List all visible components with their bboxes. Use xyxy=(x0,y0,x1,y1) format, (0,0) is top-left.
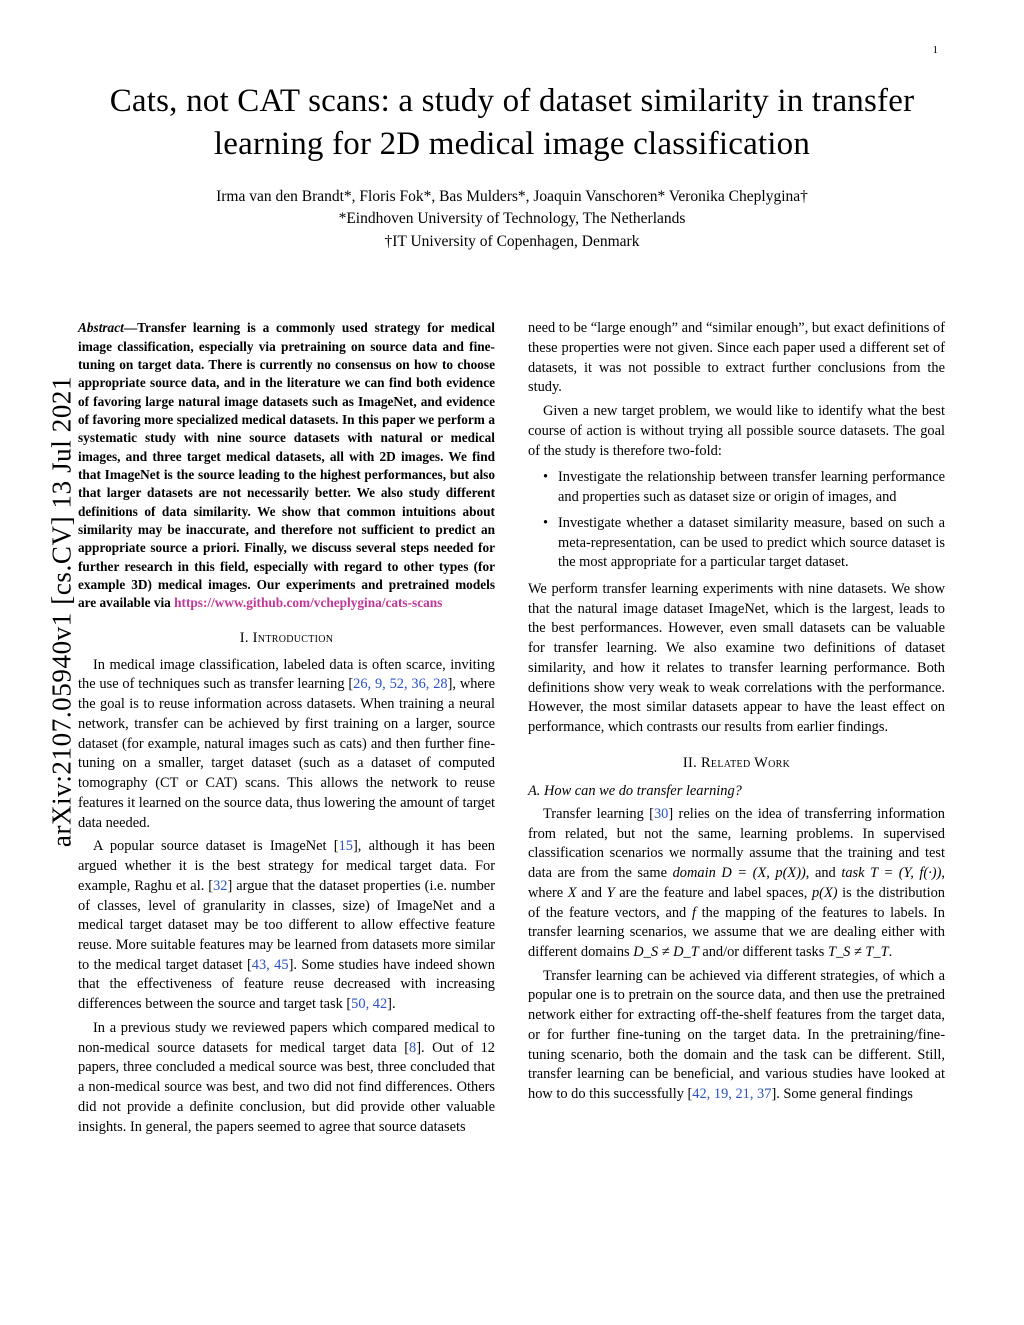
rw-p2-a: Transfer learning can be achieved via different strategies, of which a popular one is to pretrain on the source data, and then use the pretrained network either for extracting off-the-shelf features from the target data, or for further fine-tuning on the target data. In the pretraining/fine-tuning scenario, both the domain and the task can be different. Still, transfer learning can be beneficial, and various studies have looked at how to do this successfully [ xyxy=(528,967,945,1103)
italic-task: task xyxy=(841,865,865,882)
abstract-dash: — xyxy=(123,320,138,336)
intro-p2-b: ], although it has been argued whether it is the best strategy for medical target data. For example, Raghu et al. [ xyxy=(78,838,495,894)
abstract xyxy=(78,319,495,613)
intro-p2-a: A popular source dataset is ImageNet [ xyxy=(93,838,339,855)
section-heading-related-work: II. Related Work xyxy=(682,754,791,771)
math-x: X xyxy=(567,884,577,901)
right-paragraph-3: We perform transfer learning experiments with nine datasets. We show that the natural image dataset ImageNet, which is the largest, leads to the best performances. However, even small datasets can be valuable for transfer learning. We also examine two definitions of dataset similarity, and how it relates to transfer learning performance. Both definitions show very weak to weak correlations with the performance. However, the most similar datasets appear to have the least effect on performance, which contrasts our results from earlier findings. xyxy=(528,581,945,736)
affiliation-2: †IT University of Copenhagen, Denmark xyxy=(384,232,640,250)
intro-p1-b: ], where the goal is to reuse information across datasets. When training a neural network, transfer can be achieved by first training on a larger, source dataset (for example, natural images such as cats) and then further fine-tuning on a smaller, target dataset (such as a dataset of computed tomography (CT or CAT) scans. This allows the network to reuse features it learned on the source data, thus lowering the amount of target data needed. xyxy=(78,676,495,831)
authors-text: Irma van den Brandt*, Floris Fok*, Bas Mulders*, Joaquin Vanschoren* Veronika Cheplygina† xyxy=(216,187,808,205)
math-domain-def: D = (X, p(X)) xyxy=(721,865,806,882)
rw-p1-f: and xyxy=(576,884,607,901)
intro-paragraph-2 xyxy=(78,837,495,1015)
goals-list xyxy=(528,468,945,573)
two-column-body xyxy=(78,319,946,1137)
abstract-text: Transfer learning is a commonly used strategy for medical image classification, especially via pretraining on source data and fine-tuning on target data. There is currently no consensus on how to choose appropriate source data, and in the literature we can find both evidence of favoring large natural image datasets such as ImageNet, and evidence of favoring more specialized medical datasets. In this paper we perform a systematic study with nine source datasets with natural or medical images, and three target medical datasets, all with 2D images. We find that ImageNet is the source leading to the highest performances, but also that larger datasets are not necessarily better. We also study different definitions of data similarity. We show that common intuitions about similarity may be inaccurate, and therefore not sufficient to predict an appropriate source a priori. Finally, we discuss several steps needed for further research in this field, especially with regard to other types (for example 3D) medical images. Our experiments and pretrained models are available via xyxy=(78,320,495,611)
page-number: 1 xyxy=(932,44,938,56)
intro-p1-a: In medical image classification, labeled data is often scarce, inviting the use of techniques such as transfer learning [ xyxy=(78,656,495,693)
rw-p1-g: are the feature and label spaces, xyxy=(614,884,812,901)
repository-link[interactable]: https://www.github.com/vcheplygina/cats-scans xyxy=(174,595,443,611)
intro-p2-e: ]. xyxy=(387,996,396,1013)
page-title: Cats, not CAT scans: a study of dataset similarity in transfer learning for 2D medical image classification xyxy=(109,83,915,162)
citation-8[interactable]: 8 xyxy=(409,1039,417,1056)
citation-32[interactable]: 32 xyxy=(213,877,228,894)
math-f: f xyxy=(691,904,696,921)
rw-p1-h: is the distribution of the feature vectors, and xyxy=(528,884,945,921)
math-domain-neq: D_S ≠ D_T xyxy=(633,944,699,961)
right-column xyxy=(528,319,945,1137)
affiliation-1: *Eindhoven University of Technology, The Netherlands xyxy=(338,210,686,228)
math-task-neq: T_S ≠ T_T xyxy=(827,944,889,961)
math-task-def: T = (Y, f(·)) xyxy=(864,865,942,882)
right-paragraph-2: Given a new target problem, we would like to identify what the best course of action is without trying all possible source datasets. The goal of the study is therefore two-fold: xyxy=(528,403,945,459)
intro-paragraph-1 xyxy=(78,656,495,834)
italic-domain: domain xyxy=(672,865,716,882)
related-work-paragraph-1 xyxy=(528,805,945,963)
list-item: • Investigate whether a dataset similarity measure, based on such a meta-representation, can be used to predict which source dataset is the most appropriate for a particular target dataset. xyxy=(558,514,945,573)
right-paragraph-1: need to be “large enough” and “similar enough”, but exact definitions of these properties were not given. Since each paper used a different set of datasets, it was not possible to extract further conclusions from the study. xyxy=(528,320,945,396)
rw-p1-d: , and xyxy=(805,865,842,882)
citation-42-19-21-37[interactable]: 42, 19, 21, 37 xyxy=(692,1086,772,1103)
rw-p1-j: and/or different tasks xyxy=(698,944,828,961)
rw-p1-e: , where xyxy=(528,865,945,901)
left-column xyxy=(78,319,495,1137)
arxiv-stamp: arXiv:2107.05940v1 [cs.CV] 13 Jul 2021 xyxy=(46,375,77,848)
subsection-heading-how-can-we-do-transfer-learning: A. How can we do transfer learning? xyxy=(528,782,742,799)
citation-50-42[interactable]: 50, 42 xyxy=(351,996,388,1013)
citation-15[interactable]: 15 xyxy=(338,838,353,855)
intro-paragraph-3 xyxy=(78,1019,495,1137)
intro-p3-a: In a previous study we reviewed papers which compared medical to non-medical source datasets for medical target data [ xyxy=(78,1019,495,1056)
rw-p2-b: ]. Some general findings xyxy=(771,1086,913,1103)
paper-content xyxy=(78,80,946,1137)
intro-p2-c: ] argue that the dataset properties (i.e. number of classes, level of granularity in classes, size) of ImageNet and a medical target dataset may be too different to allow effective feature reuse. More suitable features may be learned from datasets more similar to the medical target dataset [ xyxy=(78,877,495,973)
citation-43-45[interactable]: 43, 45 xyxy=(251,956,289,973)
citation-30[interactable]: 30 xyxy=(653,805,669,822)
rw-p1-i: the mapping of the features to labels. In transfer learning scenarios, we assume that we are dealing either with different domains xyxy=(528,904,945,961)
intro-p2-d: ]. Some studies have indeed shown that the effectiveness of feature reuse decreased with increasing differences between the source and target task [ xyxy=(78,956,495,1013)
rw-p1-k: . xyxy=(888,944,893,961)
author-list xyxy=(78,186,946,208)
math-y: Y xyxy=(606,884,615,901)
citation-group-1[interactable]: 26, 9, 52, 36, 28 xyxy=(353,676,448,693)
rw-p1-a: Transfer learning [ xyxy=(543,805,654,822)
related-work-paragraph-2 xyxy=(528,967,945,1105)
intro-p3-b: ]. Out of 12 papers, three concluded a medical source was best, three concluded that a non-medical source was best, and two did not find differences. Others did not provide a definite conclusion, but did provide other valuable insights. In general, the papers seemed to agree that source datasets xyxy=(78,1039,495,1135)
rw-p1-b: ] relies on the idea of transferring information from related, but not the same, learning problems. In supervised classification scenarios we normally assume that the training and test data are from the same xyxy=(528,805,945,882)
math-px: p(X) xyxy=(811,884,838,901)
list-item: • Investigate the relationship between transfer learning performance and properties such as dataset size or origin of images, and xyxy=(558,468,945,507)
abstract-label: Abstract xyxy=(78,320,124,336)
section-heading-introduction: I. Introduction xyxy=(239,629,334,646)
